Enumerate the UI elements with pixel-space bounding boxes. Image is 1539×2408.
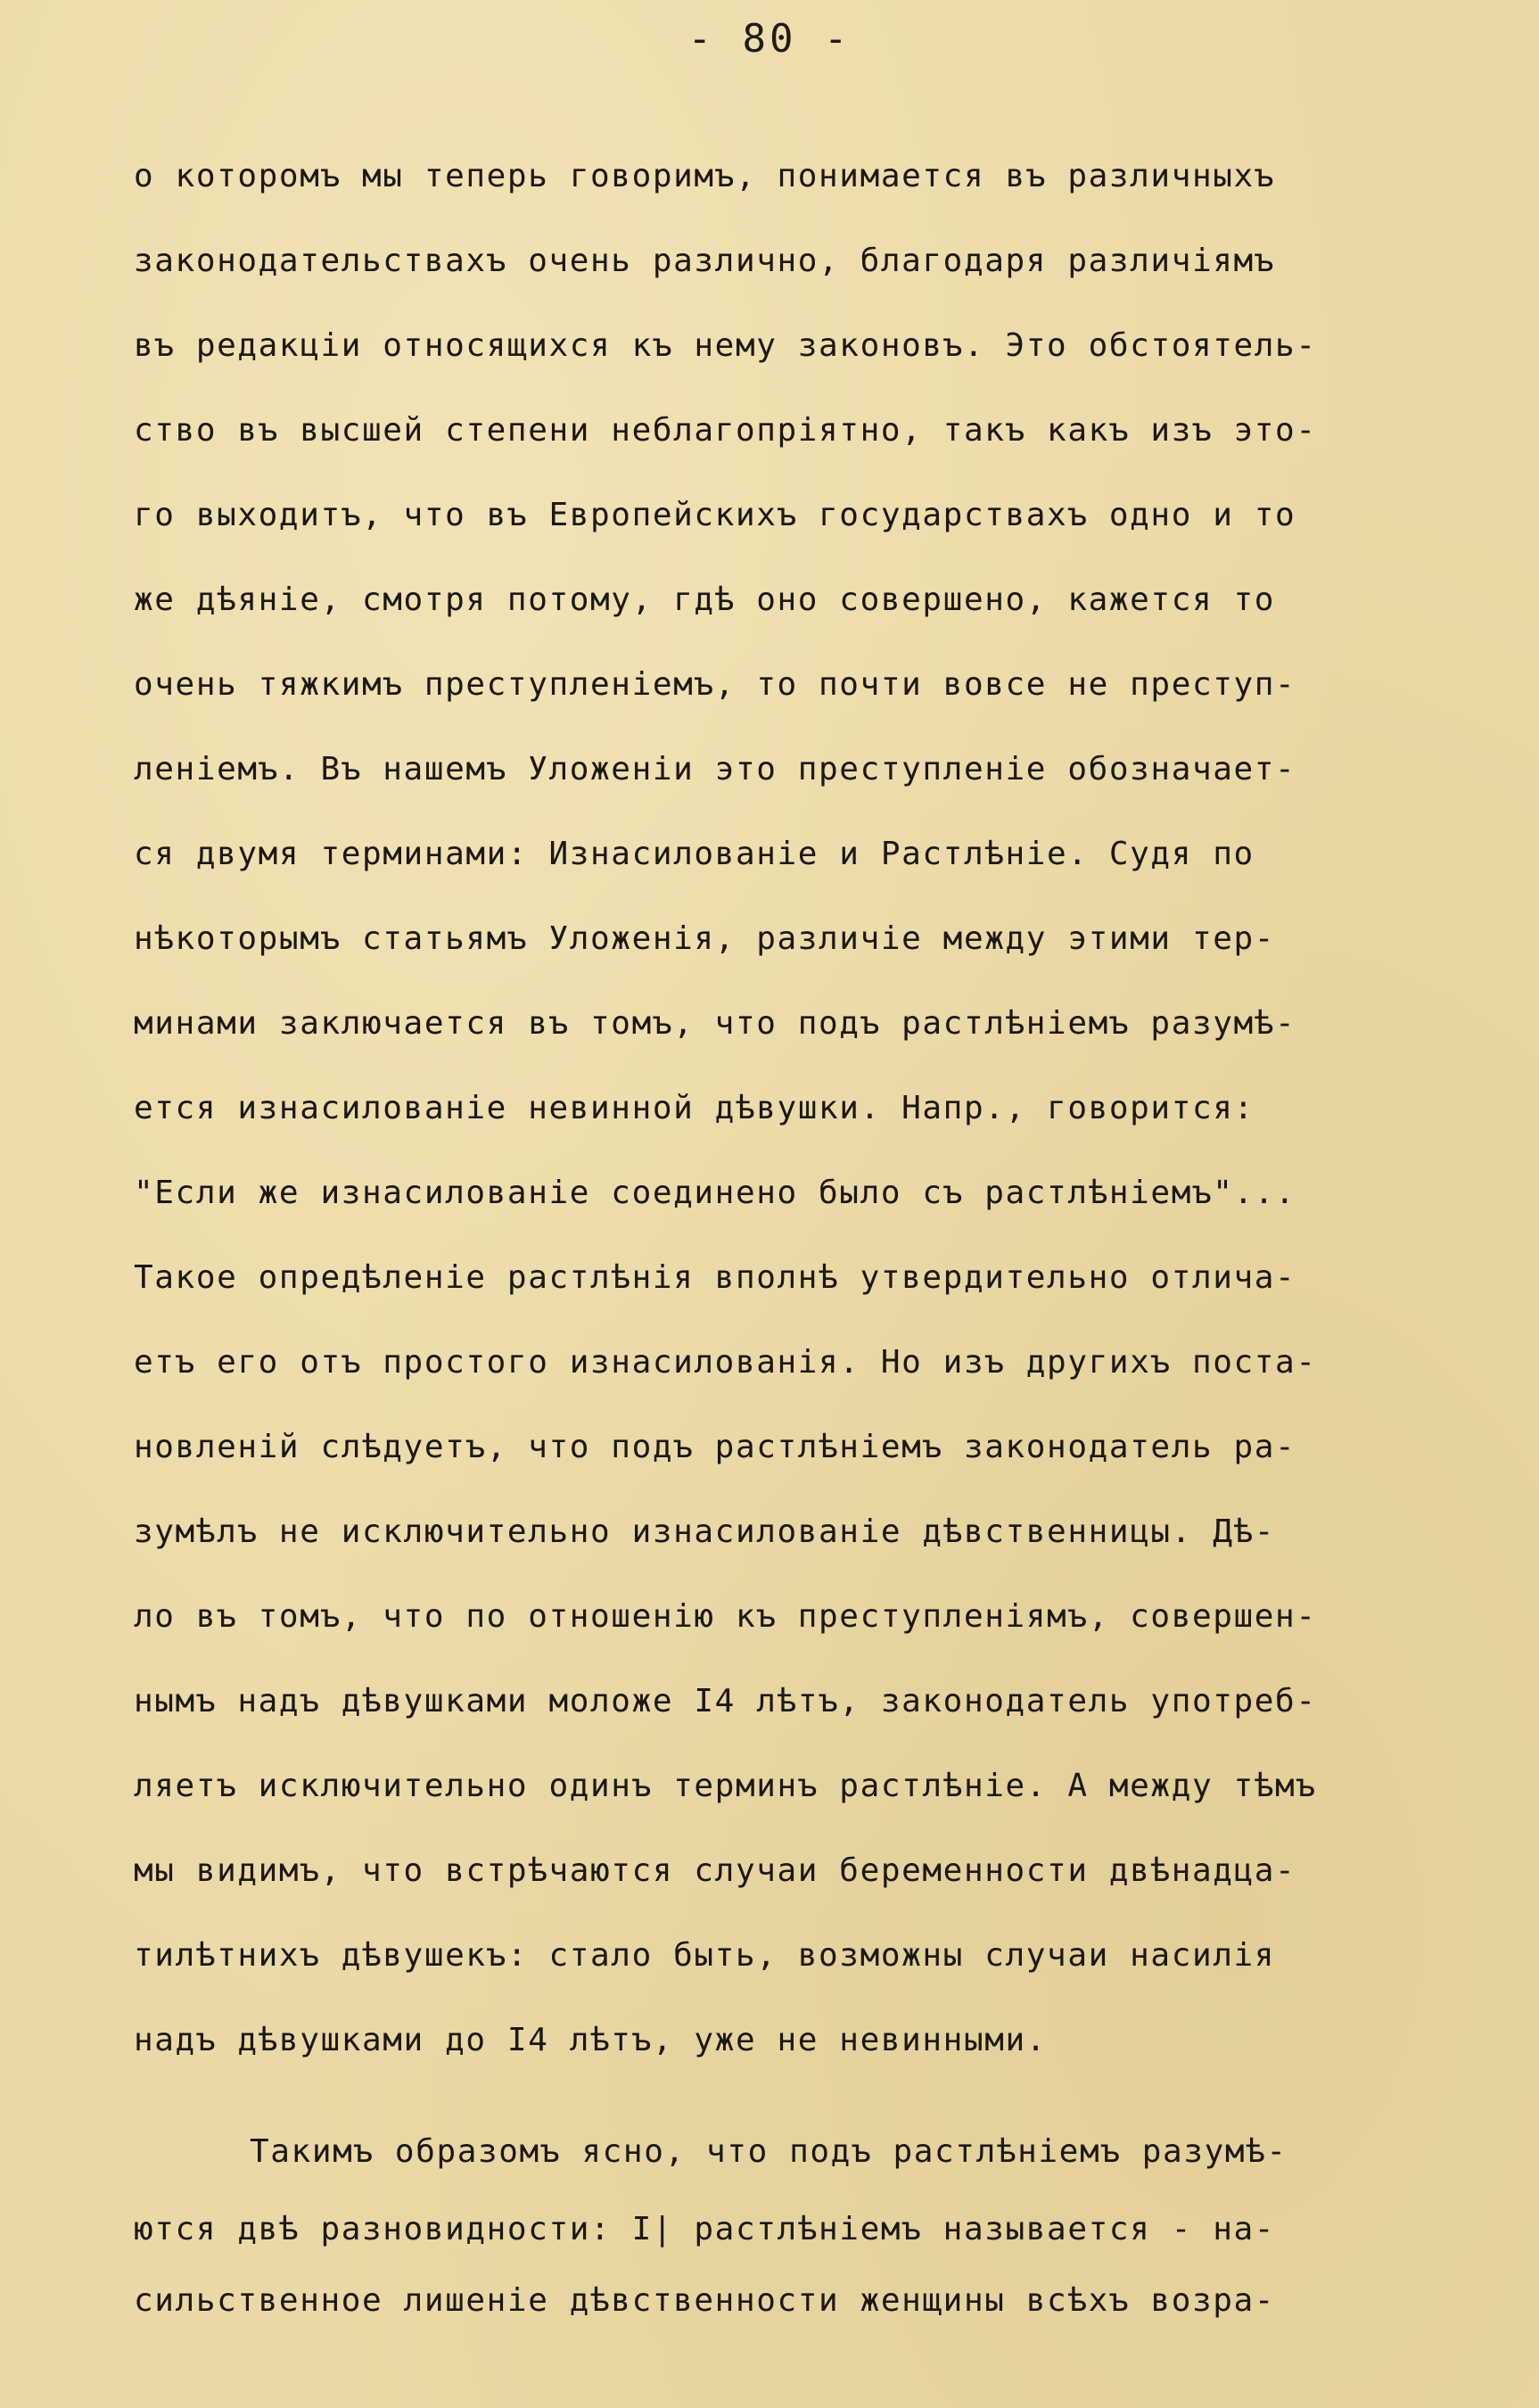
text-line: ство въ высшей степени неблагопрiятно, такъ какъ изъ это-: [134, 412, 1317, 449]
text-line: етъ его отъ простого изнасилованiя. Но изъ другихъ поста-: [134, 1344, 1317, 1381]
text-line: минами заключается въ томъ, что подъ растлѣнiемъ разумѣ-: [134, 1005, 1296, 1042]
text-line: мы видимъ, что встрѣчаются случаи беременности двѣнадца-: [134, 1852, 1296, 1889]
text-line: о которомъ мы теперь говоримъ, понимается въ различныхъ: [134, 158, 1276, 194]
text-line: ются двѣ разновидности: I| растлѣнiемъ называется - на-: [134, 2211, 1276, 2247]
text-line: нымъ надъ дѣвушками моложе I4 лѣтъ, законодатель употреб-: [134, 1683, 1317, 1719]
text-line: ется изнасилованiе невинной дѣвушки. Напр., говорится:: [134, 1090, 1255, 1126]
text-line: "Если же изнасилованiе соединено было съ растлѣнiемъ"...: [134, 1175, 1296, 1211]
text-line: же дѣянiе, смотря потому, гдѣ оно совершено, кажется то: [134, 581, 1276, 618]
text-line: въ редакцiи относящихся къ нему законовъ. Это обстоятель-: [134, 327, 1317, 364]
document-body: [134, 134, 1489, 2337]
text-line: очень тяжкимъ преступленiемъ, то почти вовсе не преступ-: [134, 666, 1296, 703]
text-line: ло въ томъ, что по отношенiю къ преступленiямъ, совершен-: [134, 1598, 1317, 1635]
text-line: ляетъ исключительно одинъ терминъ растлѣнiе. А между тѣмъ: [134, 1768, 1317, 1804]
text-line: ся двумя терминами: Изнасилованiе и Растлѣнiе. Судя по: [134, 836, 1255, 872]
page-number: - 80 -: [687, 16, 852, 62]
text-line: новленiй слѣдуетъ, что подъ растлѣнiемъ законодатель ра-: [134, 1429, 1296, 1465]
text-line: законодательствахъ очень различно, благодаря различiямъ: [134, 243, 1276, 279]
text-line: нѣкоторымъ статьямъ Уложенiя, различiе между этими тер-: [134, 920, 1276, 957]
text-line: тилѣтнихъ дѣвушекъ: стало быть, возможны случаи насилiя: [134, 1937, 1276, 1974]
paragraph: [134, 2109, 1489, 2337]
text-line: надъ дѣвушками до I4 лѣтъ, уже не невинными.: [134, 2022, 1048, 2058]
text-line: Такое опредѣленiе растлѣнiя вполнѣ утвердительно отлича-: [134, 1259, 1296, 1296]
text-line: Такимъ образомъ ясно, что подъ растлѣнiемъ разумѣ-: [250, 2133, 1288, 2170]
paragraph: [134, 134, 1489, 2082]
text-line: зумѣлъ не исключительно изнасилованiе дѣвственницы. Дѣ-: [134, 1513, 1276, 1550]
text-line: ленiемъ. Въ нашемъ Уложенiи это преступленiе обозначает-: [134, 751, 1296, 788]
text-line: го выходитъ, что въ Европейскихъ государствахъ одно и то: [134, 497, 1296, 533]
text-line: сильственное лишенiе дѣвственности женщины всѣхъ возра-: [134, 2282, 1276, 2319]
